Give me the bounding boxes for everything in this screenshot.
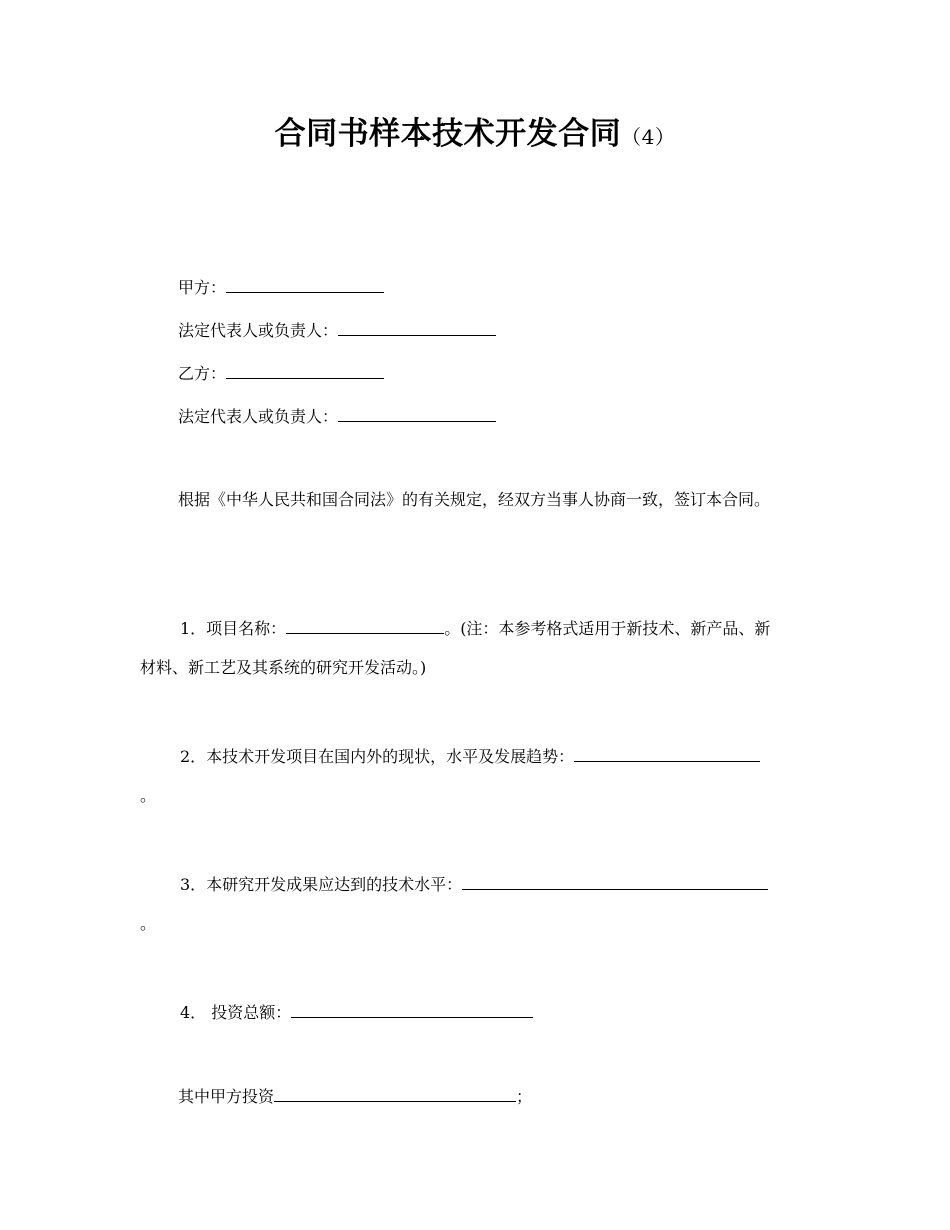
clause-4-line <box>180 1001 533 1024</box>
clause-1-label: 1．项目名称： <box>180 619 287 638</box>
status-trend-blank <box>574 745 760 762</box>
clause-3-line-1 <box>180 873 768 896</box>
clause-1-line-2 <box>140 657 426 679</box>
clause-3-end: 。 <box>140 914 157 933</box>
clause-1-note-a: 。(注：本参考格式适用于新技术、新产品、新 <box>444 619 771 638</box>
tech-level-blank <box>462 873 768 890</box>
clause-2-label: 2．本技术开发项目在国内外的现状，水平及发展趋势： <box>180 747 575 766</box>
clause-3-line-2 <box>140 913 156 935</box>
title-suffix: （4） <box>621 125 676 149</box>
clause-2-end: 。 <box>140 786 157 805</box>
party-a-investment-label: 其中甲方投资 <box>178 1087 275 1106</box>
clause-1-note-b: 材料、新工艺及其系统的研究开发活动。) <box>140 658 427 677</box>
party-a-blank <box>226 276 384 293</box>
party-a-line <box>178 276 384 299</box>
party-b-blank <box>226 362 384 379</box>
party-b-line <box>178 362 384 385</box>
clause-3-label: 3．本研究开发成果应达到的技术水平： <box>180 875 463 894</box>
preamble-paragraph: 根据《中华人民共和国合同法》的有关规定，经双方当事人协商一致，签订本合同。 <box>178 490 771 509</box>
project-name-blank <box>286 617 444 634</box>
clause-2-line-2 <box>140 785 156 807</box>
total-investment-blank <box>291 1001 533 1018</box>
rep-a-label: 法定代表人或负责人： <box>178 321 339 340</box>
rep-b-blank <box>338 405 496 422</box>
rep-a-blank <box>338 319 496 336</box>
clause-2-line-1 <box>180 745 760 768</box>
party-a-investment-end: ； <box>516 1087 533 1106</box>
rep-b-label: 法定代表人或负责人： <box>178 407 339 426</box>
clause-4-label: 4． 投资总额： <box>180 1003 292 1022</box>
clause-1-line-1 <box>180 617 770 640</box>
party-a-investment-blank <box>274 1085 516 1102</box>
title-text: 合同书样本技术开发合同 <box>274 116 622 152</box>
document-title <box>0 112 950 159</box>
party-b-label: 乙方： <box>178 364 227 383</box>
party-a-investment-line <box>178 1085 532 1108</box>
rep-a-line <box>178 319 496 342</box>
party-a-label: 甲方： <box>178 278 227 297</box>
rep-b-line <box>178 405 496 428</box>
